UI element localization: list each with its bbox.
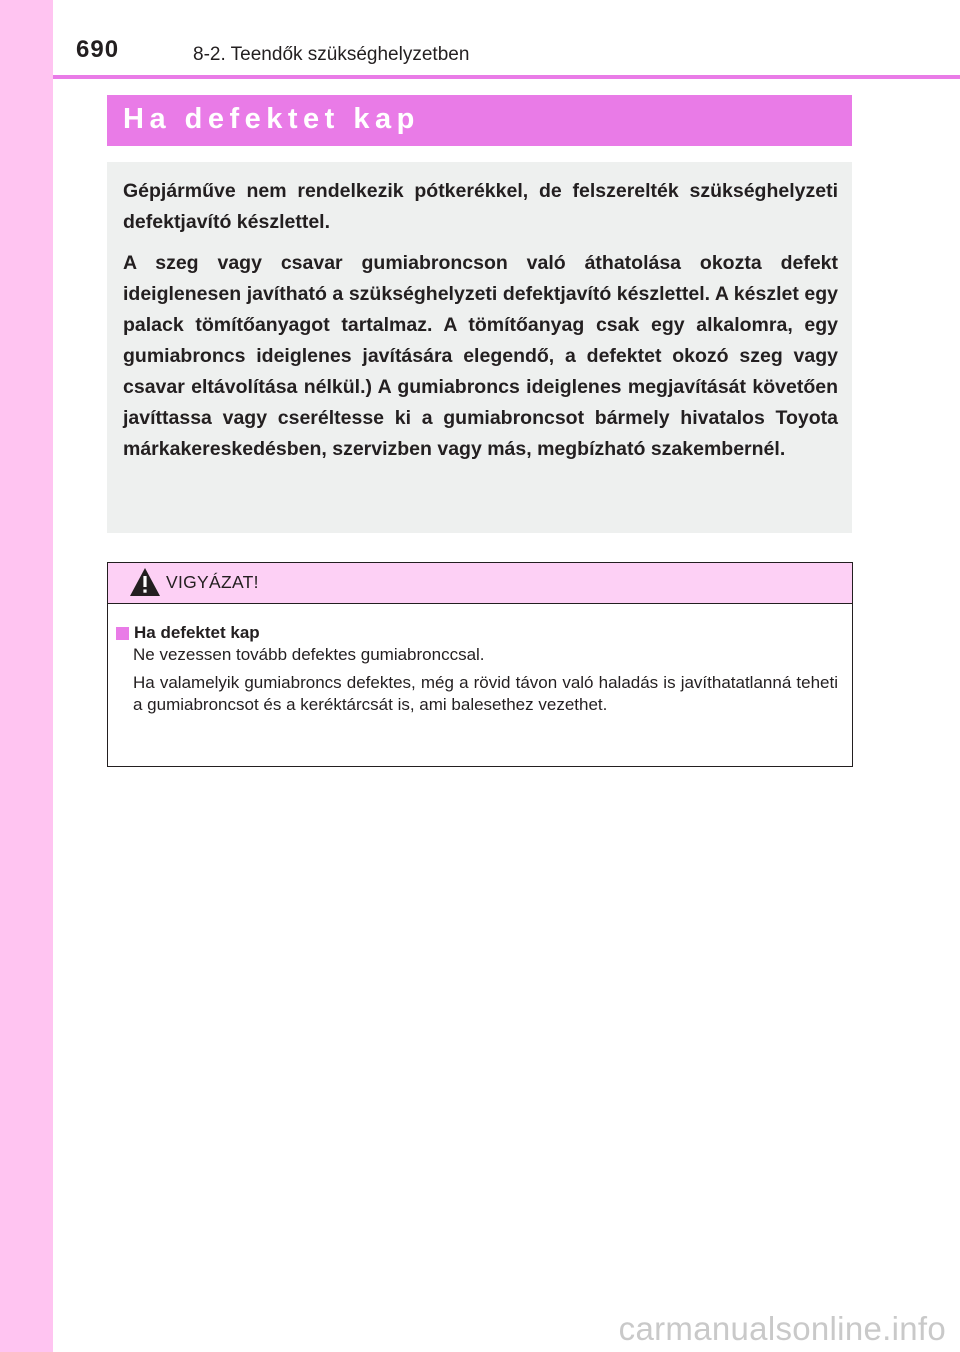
header-divider	[53, 75, 960, 79]
title-banner	[107, 95, 852, 146]
caution-text: Ne vezessen tovább defektes gumiabronccsal.	[133, 645, 485, 664]
caution-item-title-text: Ha defektet kap	[134, 623, 260, 642]
page-number: 690	[76, 36, 120, 63]
warning-triangle-icon	[129, 567, 161, 597]
caution-header	[108, 563, 852, 604]
intro-box	[107, 162, 852, 533]
caution-text: Ha valamelyik gumiabroncs defektes, még a rövid távon való haladás is javíthatatlanná teheti a gumiabroncsot és a keréktárcsát is, ami balesethez vezethet.	[133, 673, 838, 714]
page-title: Ha defektet kap	[123, 103, 420, 135]
caution-label: VIGYÁZAT!	[166, 572, 259, 592]
side-tab-bar	[0, 0, 53, 1352]
intro-paragraph: Gépjárműve nem rendelkezik pótkerékkel, de felszerelték szükséghelyzeti defektjavító készlettel.	[123, 180, 838, 233]
intro-paragraph: A szeg vagy csavar gumiabroncson való áthatolása okozta defekt ideiglenesen javítható a szükséghelyzeti defektjavító készlettel. A készlet egy palack tömítőanyagot tartalmaz. A tömítőanyag csak egy alkalomra, egy gumiabroncs ideiglenes javítására elegendő, a defektet okozó szeg vagy csavar eltávolítása nélkül.) A gumiabroncs ideiglenes megjavítását követően javíttassa vagy cseréltesse ki a gumiabroncsot bármely hivatalos Toyota márkakereskedésben, szervizben vagy más, megbízható szakembernél.	[123, 252, 838, 460]
bullet-square-icon	[116, 627, 129, 640]
caution-box	[107, 562, 853, 767]
caution-body	[108, 604, 852, 716]
caution-item-title	[116, 622, 838, 644]
watermark: carmanualsonline.info	[618, 1310, 946, 1347]
section-header: 8-2. Teendők szükséghelyzetben	[193, 44, 470, 65]
